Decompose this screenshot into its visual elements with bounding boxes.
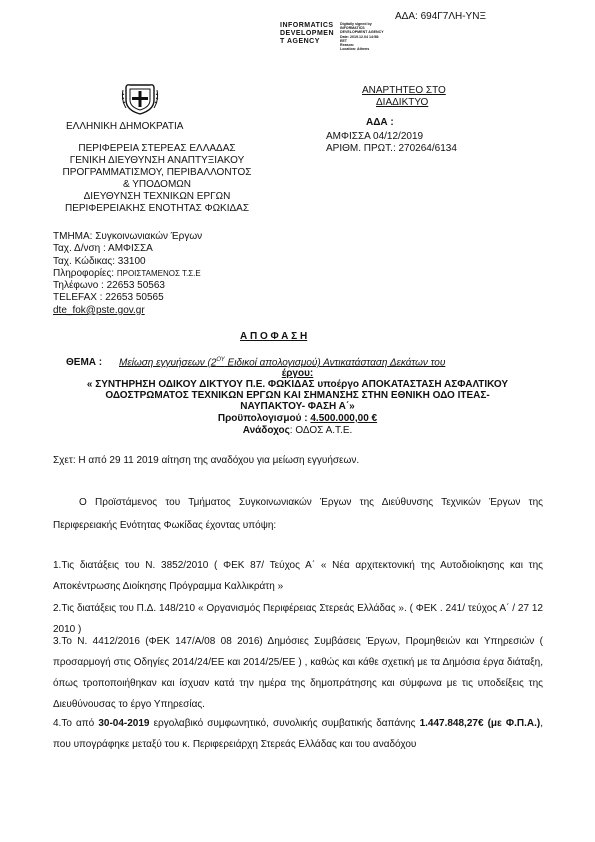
subject-part-2: Ειδικοί απολογισμού) Αντικατάσταση Δεκάτων του (224, 357, 446, 369)
logo-small-6: Location: Athens (340, 47, 370, 52)
project-line-2: ΟΔΟΣΤΡΩΜΑΤΟΣ ΤΕΧΝΙΚΩΝ ΕΡΓΩΝ ΚΑΙ ΣΗΜΑΝΣΗΣ ΣΤΗΝ ΕΘΝΙΚΗ ΟΔΟ ΙΤΕΑΣ- (105, 390, 490, 401)
item-4-prefix: 4.Το από (53, 718, 99, 729)
authority-line-1: ΓΕΝΙΚΗ ΔΙΕΥΘΥΝΣΗ ΑΝΑΠΤΥΞΙΑΚΟΥ (69, 155, 245, 166)
item-1: 1.Τις διατάξεις του Ν. 3852/2010 ( ΦΕΚ 87/ Τεύχος Α΄ « Νέα αρχιτεκτονική της Αυτοδιοίκησης και της Αποκέντρωσης Διοίκησης Πρόγραμμα Καλλικράτη » (53, 560, 543, 592)
logo-small-2: DEVELOPMENT AGENCY (340, 30, 384, 35)
item-4-date: 30-04-2019 (98, 718, 150, 729)
subject-sup: ΟΥ (216, 357, 225, 363)
intro-paragraph: Ο Προϊστάμενος του Τμήματος Συγκοινωνιακών Έργων της Διεύθυνσης Τεχνικών Έργων της Περιφερειακής Ενότητας Φωκίδας έχοντας υπόψη: (53, 497, 543, 531)
contractor-line (0, 425, 595, 436)
postal-address: Ταχ. Δ/νση : ΑΜΦΙΣΣΑ (53, 243, 153, 255)
budget-label: Προϋπολογισμού : (217, 413, 311, 424)
logo-line-1: INFORMATICS (280, 22, 334, 29)
posted-online-line-2: ΔΙΑΔΙΚΤΥΟ (376, 97, 429, 108)
logo-line-2: DEVELOPMEN (280, 30, 335, 37)
postal-code: Ταχ. Κώδικας: 33100 (53, 255, 146, 267)
logo-small-5: Reason: (340, 43, 355, 48)
authority-block (52, 143, 262, 215)
contractor-label: Ανάδοχος (242, 425, 290, 436)
protocol-number: ΑΡΙΘΜ. ΠΡΩΤ.: 270264/6134 (326, 143, 457, 154)
logo-small-4: EET (340, 38, 347, 43)
document-title: Α Π Ο Φ Α Σ Η (240, 331, 308, 342)
item-4-amount: 1.447.848,27€ (με (419, 718, 502, 729)
phone: Τηλέφωνο : 22653 50563 (53, 280, 165, 292)
item-4-amount-2: Φ.Π.Α.) (505, 718, 541, 729)
authority-line-0: ΠΕΡΙΦΕΡΕΙΑ ΣΤΕΡΕΑΣ ΕΛΛΑΔΑΣ (78, 143, 236, 154)
subject-part-1: Μείωση εγγυήσεων (2 (119, 357, 217, 369)
contact-block (53, 231, 202, 317)
subject-label: ΘΕΜΑ : (66, 357, 103, 368)
subject-line-2: έργου: (281, 368, 314, 379)
item-4-middle: εργολαβικό συμφωνητικό, συνολικής συμβατικής δαπάνης (149, 718, 420, 729)
document-ada: ΑΔΑ: 694Γ7ΛΗ-ΥΝΞ (395, 11, 486, 22)
subject-text (119, 357, 445, 368)
info-label: Πληροφορίες: (53, 267, 115, 279)
logo-small-0: Digitally signed by (340, 22, 372, 26)
info-row (53, 268, 202, 280)
ada-label: ΑΔΑ : (366, 117, 394, 128)
authority-line-3: & ΥΠΟΔΟΜΩΝ (122, 179, 191, 190)
place-date: ΑΜΦΙΣΣΑ 04/12/2019 (326, 131, 424, 142)
department: ΤΜΗΜΑ: Συγκοινωνιακών Έργων (53, 231, 203, 242)
logo-line-3: T AGENCY (280, 38, 320, 45)
email-link[interactable]: dte_fok@pste.gov.gr (53, 304, 145, 316)
authority-line-2: ΠΡΟΓΡΑΜΜΑΤΙΣΜΟΥ, ΠΕΡΙΒΑΛΛΟΝΤΟΣ (62, 167, 252, 178)
item-4 (53, 713, 543, 755)
project-line-3: ΝΑΥΠΑΚΤΟΥ- ΦΑΣΗ Α΄» (240, 401, 355, 412)
contractor-value: : ΟΔΟΣ Α.Τ.Ε. (289, 425, 353, 436)
greek-coat-of-arms-icon (120, 80, 160, 116)
authority-line-5: ΠΕΡΙΦΕΡΕΙΑΚΗΣ ΕΝΟΤΗΤΑΣ ΦΩΚΙΔΑΣ (64, 203, 250, 214)
state-name: ΕΛΛΗΝΙΚΗ ΔΗΜΟΚΡΑΤΙΑ (66, 121, 184, 132)
reference-line: Σχετ: Η από 29 11 2019 αίτηση της αναδόχου για μείωση εγγυήσεων. (53, 455, 360, 466)
project-line-1: « ΣΥΝΤΗΡΗΣΗ ΟΔΙΚΟΥ ΔΙΚΤΥΟΥ Π.Ε. ΦΩΚΙΔΑΣ υποέργο ΑΠΟΚΑΤΑΣΤΑΣΗ ΑΣΦΑΛΤΙΚΟΥ (86, 379, 509, 390)
logo-small-1: INFORMATICS (340, 26, 365, 31)
budget-line (0, 413, 595, 424)
fax: TELEFAX : 22653 50565 (53, 292, 164, 304)
item-3: 3.Το Ν. 4412/2016 (ΦΕΚ 147/Α/08 08 2016) Δημόσιες Συμβάσεις Έργων, Προμηθειών και Υπηρεσιών ( προσαρμογή στις Οδηγίες 2014/24/ΕΕ και 2014/25/ΕΕ ) , καθώς και κάθε σχετική με τα Δημόσια έργα διάταξη, όπως τροποποιήθηκαν και ίσχυαν κατά την ημέρα της δημοπράτησης και σύμφωνα με τις υποδείξεις της Διευθύνουσας το έργο Υπηρεσίας. (53, 636, 543, 710)
item-4-rest: , που υπογράφηκε μεταξύ του κ. Περιφερειάρχη Στερεάς Ελλάδας και του αναδόχου (53, 718, 543, 750)
posted-online-line-1: ΑΝΑΡΤΗΤΕΟ ΣΤΟ (362, 85, 446, 96)
budget-value: 4.500.000,00 € (310, 413, 378, 424)
authority-line-4: ΔΙΕΥΘΥΝΣΗ ΤΕΧΝΙΚΩΝ ΕΡΓΩΝ (83, 191, 231, 202)
info-value: ΠΡΟΙΣΤΑΜΕΝΟΣ Τ.Σ.Ε (116, 268, 201, 278)
logo-small-3: Date: 2019.12.04 14:58: (340, 34, 380, 39)
item-2: 2.Τις διατάξεις του Π.Δ. 148/210 « Οργανισμός Περιφέρειας Στερεάς Ελλάδας ». ( ΦΕΚ . 241/ τεύχος Α΄ / 27 12 2010 ) (53, 603, 543, 635)
